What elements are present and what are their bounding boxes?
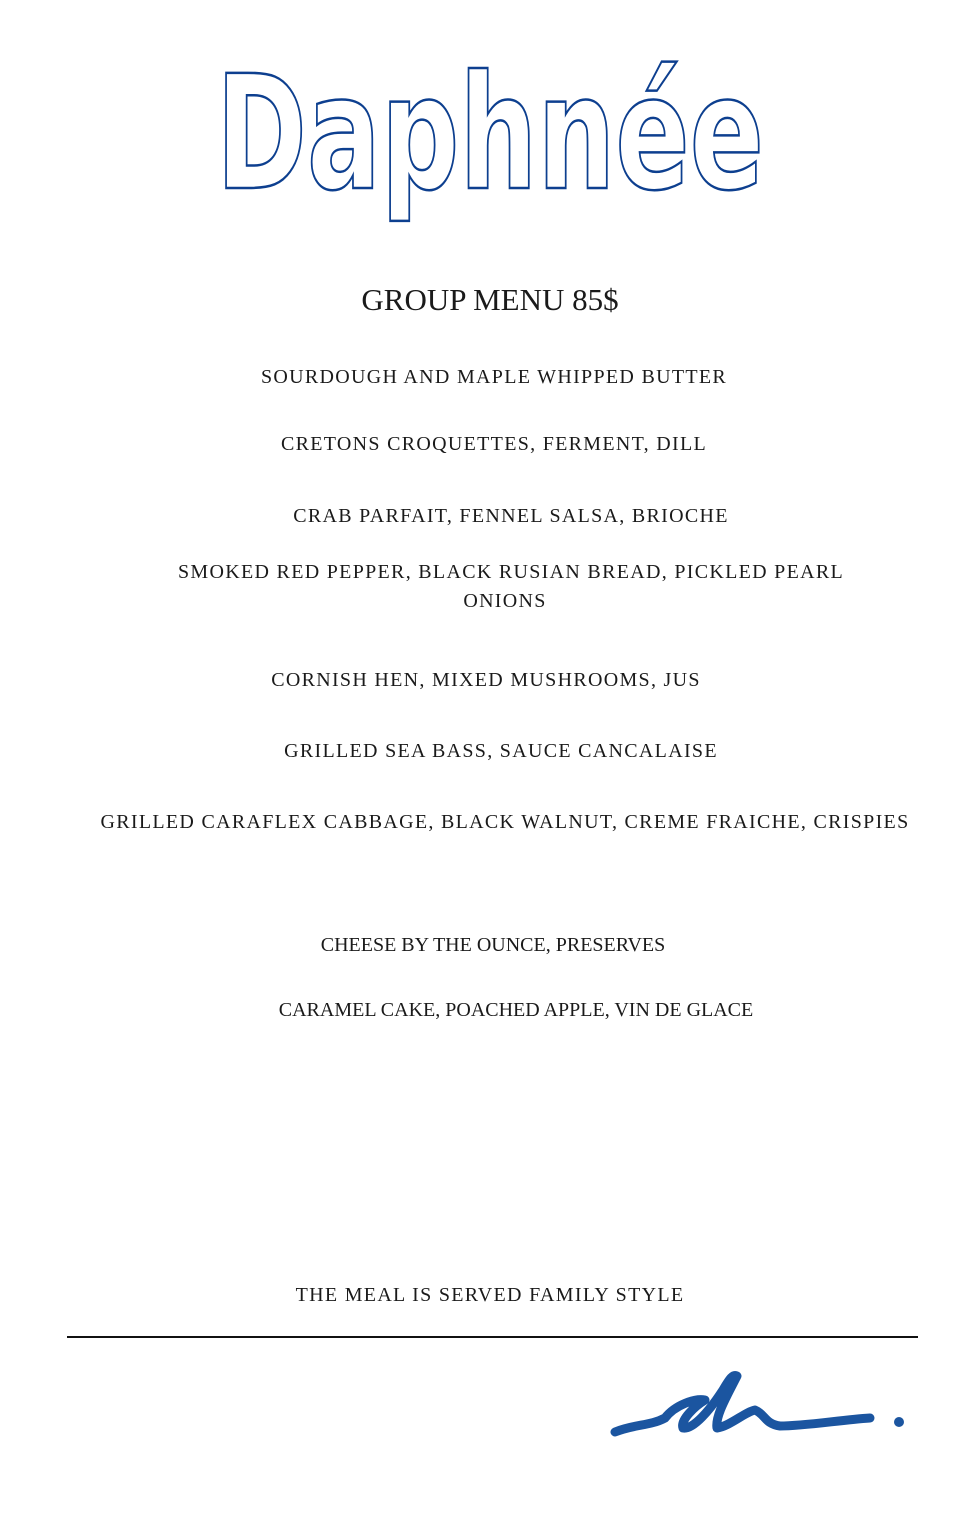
divider bbox=[67, 1336, 918, 1338]
menu-item: CRAB PARFAIT, FENNEL SALSA, BRIOCHE bbox=[293, 505, 729, 527]
menu-title: GROUP MENU 85$ bbox=[361, 282, 619, 317]
menu-item: GRILLED CARAFLEX CABBAGE, BLACK WALNUT, CREME FRAICHE, CRISPIES bbox=[100, 811, 910, 833]
menu-item: SMOKED RED PEPPER, BLACK RUSIAN BREAD, PICKLED PEARL bbox=[178, 561, 844, 583]
svg-text:Daphnée: Daphnée bbox=[216, 42, 764, 226]
dessert-item: CHEESE BY THE OUNCE, PRESERVES bbox=[320, 934, 666, 956]
menu-item: GRILLED SEA BASS, SAUCE CANCALAISE bbox=[284, 740, 718, 762]
menu-item: CORNISH HEN, MIXED MUSHROOMS, JUS bbox=[271, 669, 701, 691]
daphnee-logo bbox=[200, 42, 780, 235]
footer-note: THE MEAL IS SERVED FAMILY STYLE bbox=[295, 1284, 685, 1306]
dessert-item: CARAMEL CAKE, POACHED APPLE, VIN DE GLACE bbox=[278, 999, 754, 1021]
menu-item: CRETONS CROQUETTES, FERMENT, DILL bbox=[280, 433, 708, 455]
signature-logo bbox=[605, 1360, 915, 1450]
menu-item: SOURDOUGH AND MAPLE WHIPPED BUTTER bbox=[260, 366, 728, 388]
menu-item-continued: ONIONS bbox=[463, 590, 547, 612]
